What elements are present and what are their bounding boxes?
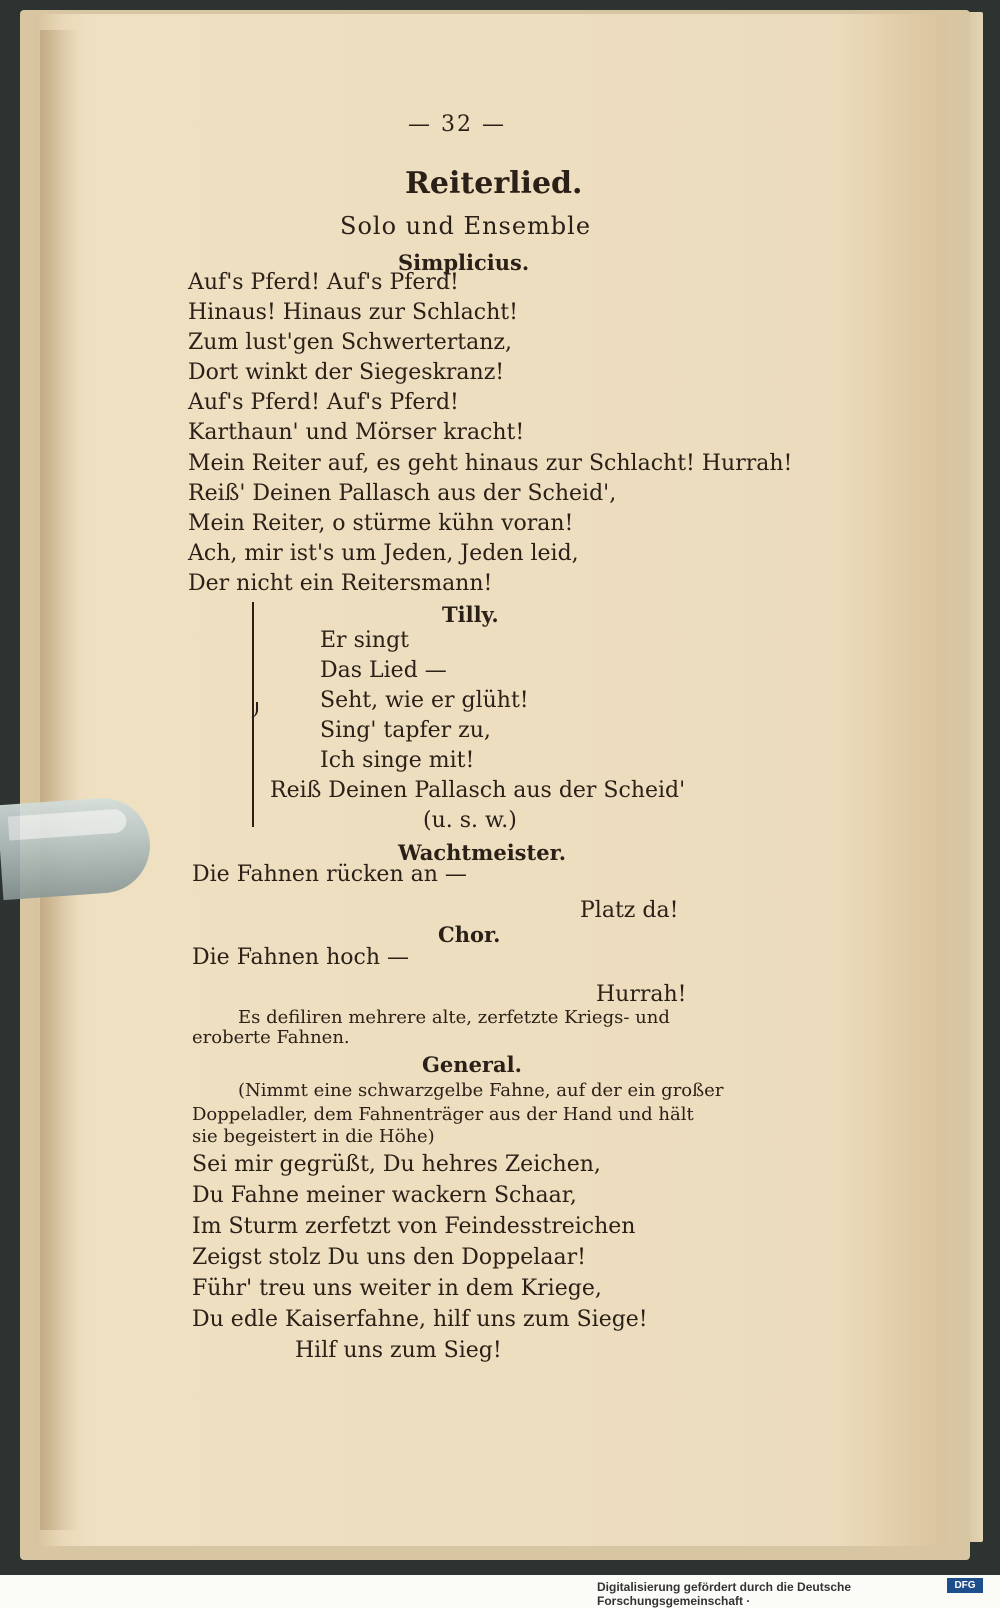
verse-line: Platz da!: [580, 898, 679, 923]
verse-line: Seht, wie er glüht!: [320, 688, 529, 713]
verse-line: Karthaun' und Mörser kracht!: [188, 420, 525, 445]
verse-line: Hurrah!: [596, 982, 687, 1007]
verse-line: Mein Reiter auf, es geht hinaus zur Schlacht! Hurrah!: [188, 451, 793, 476]
song-subtitle: Solo und Ensemble: [340, 212, 592, 240]
finger-highlight: [8, 808, 127, 840]
verse-line: Ach, mir ist's um Jeden, Jeden leid,: [188, 541, 579, 566]
verse-line: Du edle Kaiserfahne, hilf uns zum Siege!: [192, 1307, 648, 1332]
speaker-wachtmeister: Wachtmeister.: [398, 840, 567, 865]
verse-line: Auf's Pferd! Auf's Pferd!: [188, 270, 459, 295]
verse-line: Das Lied —: [320, 658, 447, 683]
stage-direction: (Nimmt eine schwarzgelbe Fahne, auf der ein großer: [238, 1080, 724, 1101]
verse-line: Hinaus! Hinaus zur Schlacht!: [188, 300, 518, 325]
verse-line: Die Fahnen hoch —: [192, 945, 409, 970]
verse-line: Er singt: [320, 628, 409, 653]
gutter-shadow: [40, 30, 80, 1530]
verse-line: Zeigst stolz Du uns den Doppelaar!: [192, 1245, 586, 1270]
usw-note: (u. s. w.): [423, 808, 517, 833]
verse-line: Auf's Pferd! Auf's Pferd!: [188, 390, 459, 415]
verse-line: Sei mir gegrüßt, Du hehres Zeichen,: [192, 1152, 601, 1177]
footer-credit: Digitalisierung gefördert durch die Deutsche Forschungsgemeinschaft ·: [597, 1580, 852, 1608]
stage-direction: Doppeladler, dem Fahnenträger aus der Hand und hält: [192, 1104, 694, 1125]
verse-line: Mein Reiter, o stürme kühn voran!: [188, 511, 574, 536]
verse-line: Reiß' Deinen Pallasch aus der Scheid',: [188, 481, 617, 506]
stage-direction: sie begeistert in die Höhe): [192, 1126, 435, 1147]
verse-line: Die Fahnen rücken an —: [192, 862, 467, 887]
verse-line: Führ' treu uns weiter in dem Kriege,: [192, 1276, 602, 1301]
verse-line: Ich singe mit!: [320, 748, 475, 773]
verse-line: Hilf uns zum Sieg!: [295, 1338, 502, 1363]
verse-line: Du Fahne meiner wackern Schaar,: [192, 1183, 577, 1208]
speaker-general: General.: [422, 1052, 522, 1077]
speaker-chor: Chor.: [438, 922, 501, 947]
song-title: Reiterlied.: [405, 166, 583, 201]
verse-line-refrain: Reiß Deinen Pallasch aus der Scheid': [270, 778, 686, 803]
verse-line: Im Sturm zerfetzt von Feindesstreichen: [192, 1214, 636, 1239]
verse-line: Zum lust'gen Schwertertanz,: [188, 330, 512, 355]
stage-direction: Es defiliren mehrere alte, zerfetzte Kriegs- und: [238, 1007, 670, 1028]
verse-line: Dort winkt der Siegeskranz!: [188, 360, 505, 385]
dfg-logo: DFG: [947, 1578, 983, 1593]
page-number: — 32 —: [408, 112, 506, 137]
verse-line: Sing' tapfer zu,: [320, 718, 491, 743]
speaker-tilly: Tilly.: [442, 602, 499, 627]
speaker-simplicius: Simplicius.: [398, 250, 530, 275]
stage-direction: eroberte Fahnen.: [192, 1027, 350, 1048]
verse-line: Der nicht ein Reitersmann!: [188, 571, 493, 596]
